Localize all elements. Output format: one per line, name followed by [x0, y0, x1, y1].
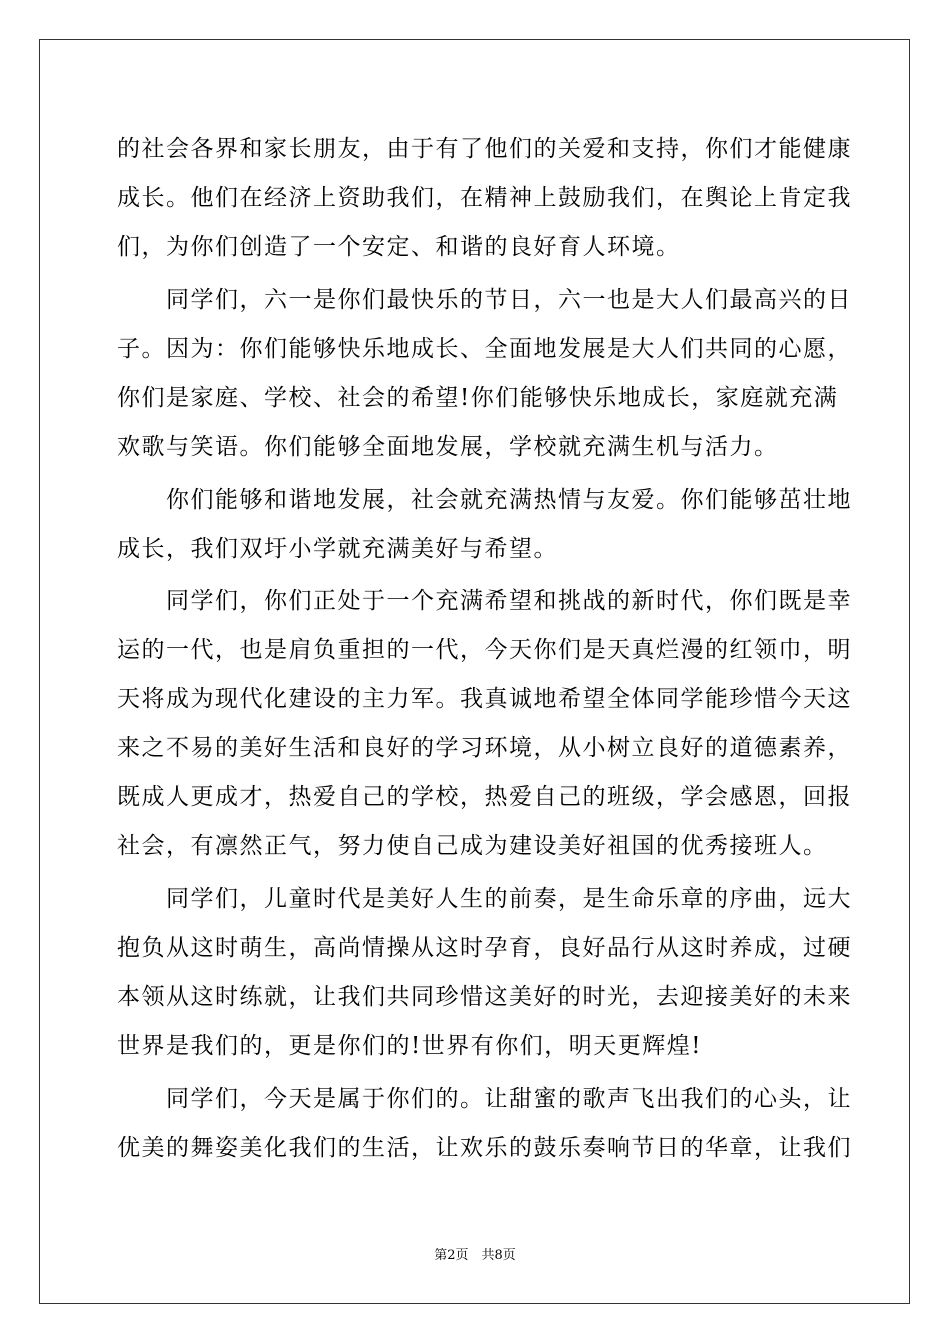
text-line: 子。因为：你们能够快乐地成长、全面地发展是大人们共同的心愿， — [117, 336, 852, 362]
text-line: 成长。他们在经济上资助我们，在精神上鼓励我们，在舆论上肯定我 — [117, 185, 852, 211]
text-line: 天将成为现代化建设的主力军。我真诚地希望全体同学能珍惜今天这 — [117, 686, 852, 712]
text-line: 你们能够和谐地发展，社会就充满热情与友爱。你们能够茁壮地 — [117, 487, 852, 513]
text-line: 同学们，六一是你们最快乐的节日，六一也是大人们最高兴的日 — [117, 287, 852, 313]
text-line: 优美的舞姿美化我们的生活，让欢乐的鼓乐奏响节日的华章，让我们 — [117, 1135, 852, 1161]
page-number: 第2页 共8页 — [434, 1248, 516, 1263]
text-line: 既成人更成才，热爱自己的学校，热爱自己的班级，学会感恩，回报 — [117, 784, 852, 810]
text-line: 你们是家庭、学校、社会的希望!你们能够快乐地成长，家庭就充满 — [117, 385, 839, 411]
text-line: 运的一代，也是肩负重担的一代，今天你们是天真烂漫的红领巾，明 — [117, 637, 852, 663]
text-line: 来之不易的美好生活和良好的学习环境，从小树立良好的道德素养， — [117, 735, 852, 761]
text-line: 欢歌与笑语。你们能够全面地发展，学校就充满生机与活力。 — [117, 434, 779, 460]
text-line: 的社会各界和家长朋友，由于有了他们的关爱和支持，你们才能健康 — [117, 136, 852, 162]
text-line: 同学们，今天是属于你们的。让甜蜜的歌声飞出我们的心头，让 — [117, 1086, 852, 1112]
text-line: 成长，我们双圩小学就充满美好与希望。 — [117, 536, 558, 562]
text-line: 同学们，你们正处于一个充满希望和挑战的新时代，你们既是幸 — [117, 588, 852, 614]
text-line: 同学们，儿童时代是美好人生的前奏，是生命乐章的序曲，远大 — [117, 886, 852, 912]
text-line: 抱负从这时萌生，高尚情操从这时孕育，良好品行从这时养成，过硬 — [117, 935, 852, 961]
text-line: 社会，有凛然正气，努力使自己成为建设美好祖国的优秀接班人。 — [117, 833, 828, 859]
text-line: 本领从这时练就，让我们共同珍惜这美好的时光，去迎接美好的未来 — [117, 984, 852, 1010]
page-border — [39, 39, 910, 1304]
text-line: 们，为你们创造了一个安定、和谐的良好育人环境。 — [117, 234, 681, 260]
text-line: 世界是我们的，更是你们的!世界有你们，明天更辉煌! — [117, 1033, 702, 1059]
